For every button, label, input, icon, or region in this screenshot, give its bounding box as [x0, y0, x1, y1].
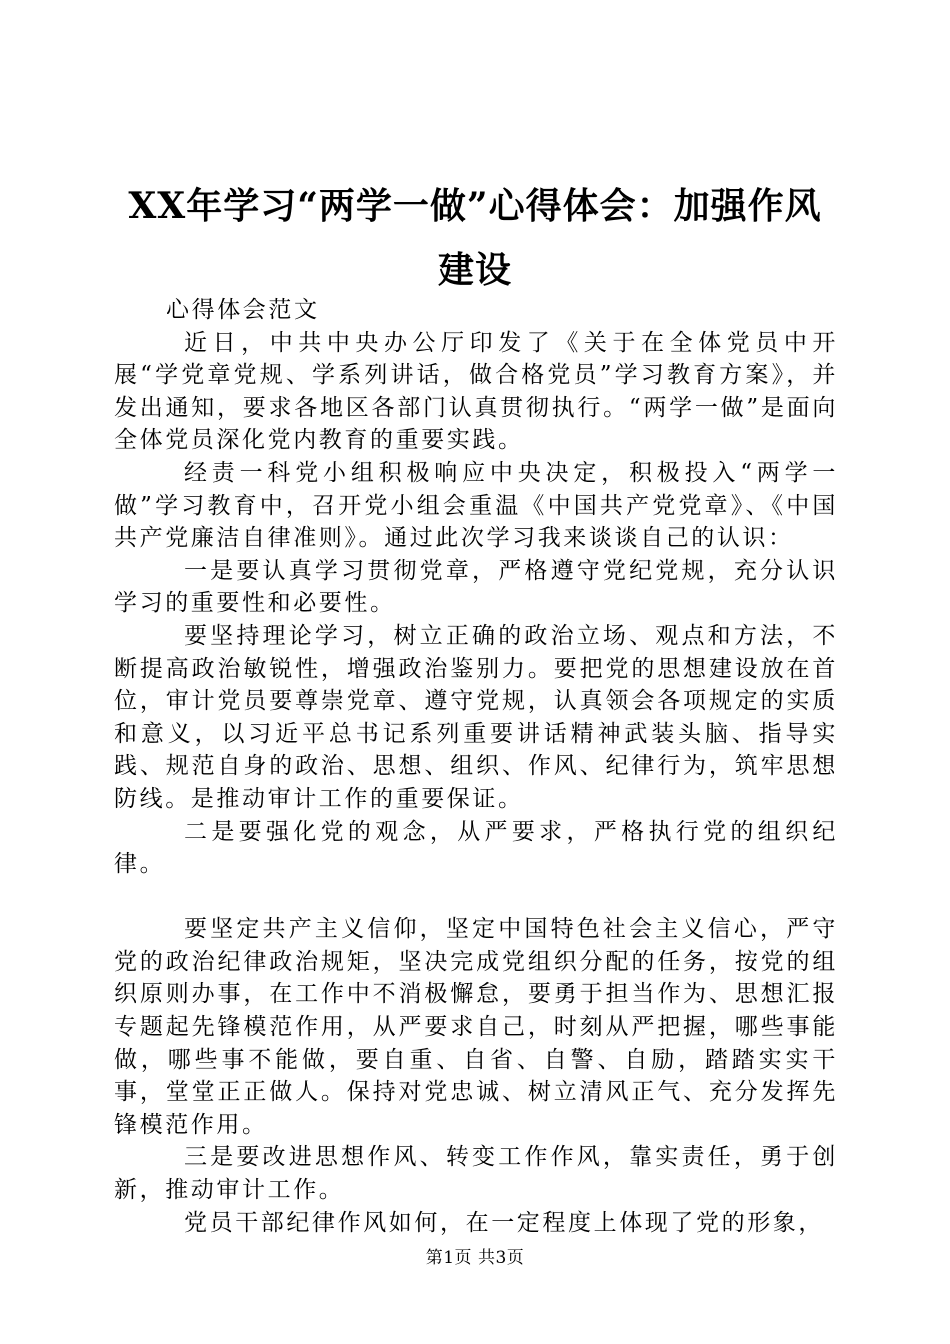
document-label: 心得体会范文 — [166, 297, 320, 323]
body-paragraph: 二是要强化党的观念，从严要求，严格执行党的组织纪律。 — [114, 818, 838, 878]
body-paragraph: 要坚持理论学习，树立正确的政治立场、观点和方法，不断提高政治敏锐性，增强政治鉴别力。要把党的思想建设放在首位，审计党员要尊崇党章、遵守党规，认真领会各项规定的实质和意义，以习近平总书记系列重要讲话精神武装头脑、指导实践、规范自身的政治、思想、组织、作风、纪律行为，筑牢思想防线。是推动审计工作的重要保证。 — [114, 622, 838, 812]
body-paragraph: 近日，中共中央办公厅印发了《关于在全体党员中开展“学党章党规、学系列讲话，做合格党员”学习教育方案》，并发出通知，要求各地区各部门认真贯彻执行。“两学一做”是面向全体党员深化党内教育的重要实践。 — [114, 329, 838, 454]
body-paragraph: 一是要认真学习贯彻党章，严格遵守党纪党规，充分认识学习的重要性和必要性。 — [114, 557, 838, 617]
document-title: XX年学习“两学一做”心得体会：加强作风建设 — [128, 185, 822, 291]
body-paragraph: 党员干部纪律作风如何，在一定程度上体现了党的形象， — [184, 1209, 824, 1236]
document-body — [114, 294, 838, 1239]
body-paragraph: 要坚定共产主义信仰，坚定中国特色社会主义信心，严守党的政治纪律政治规矩，坚决完成党组织分配的任务，按党的组织原则办事，在工作中不消极懈怠，要勇于担当作为、思想汇报专题起先锋模范作用，从严要求自己，时刻从严把握，哪些事能做，哪些事不能做，要自重、自省、自警、自励，踏踏实实干事，堂堂正正做人。保持对党忠诚、树立清风正气、充分发挥先锋模范作用。 — [114, 916, 838, 1138]
body-paragraph: 经责一科党小组积极响应中央决定，积极投入“两学一做”学习教育中，召开党小组会重温《中国共产党党章》、《中国共产党廉洁自律准则》。通过此次学习我来谈谈自己的认识： — [114, 459, 838, 552]
body-paragraph: 三是要改进思想作风、转变工作作风，靠实责任，勇于创新，推动审计工作。 — [114, 1144, 838, 1204]
page-footer: 第1页 共3页 — [425, 1248, 525, 1268]
